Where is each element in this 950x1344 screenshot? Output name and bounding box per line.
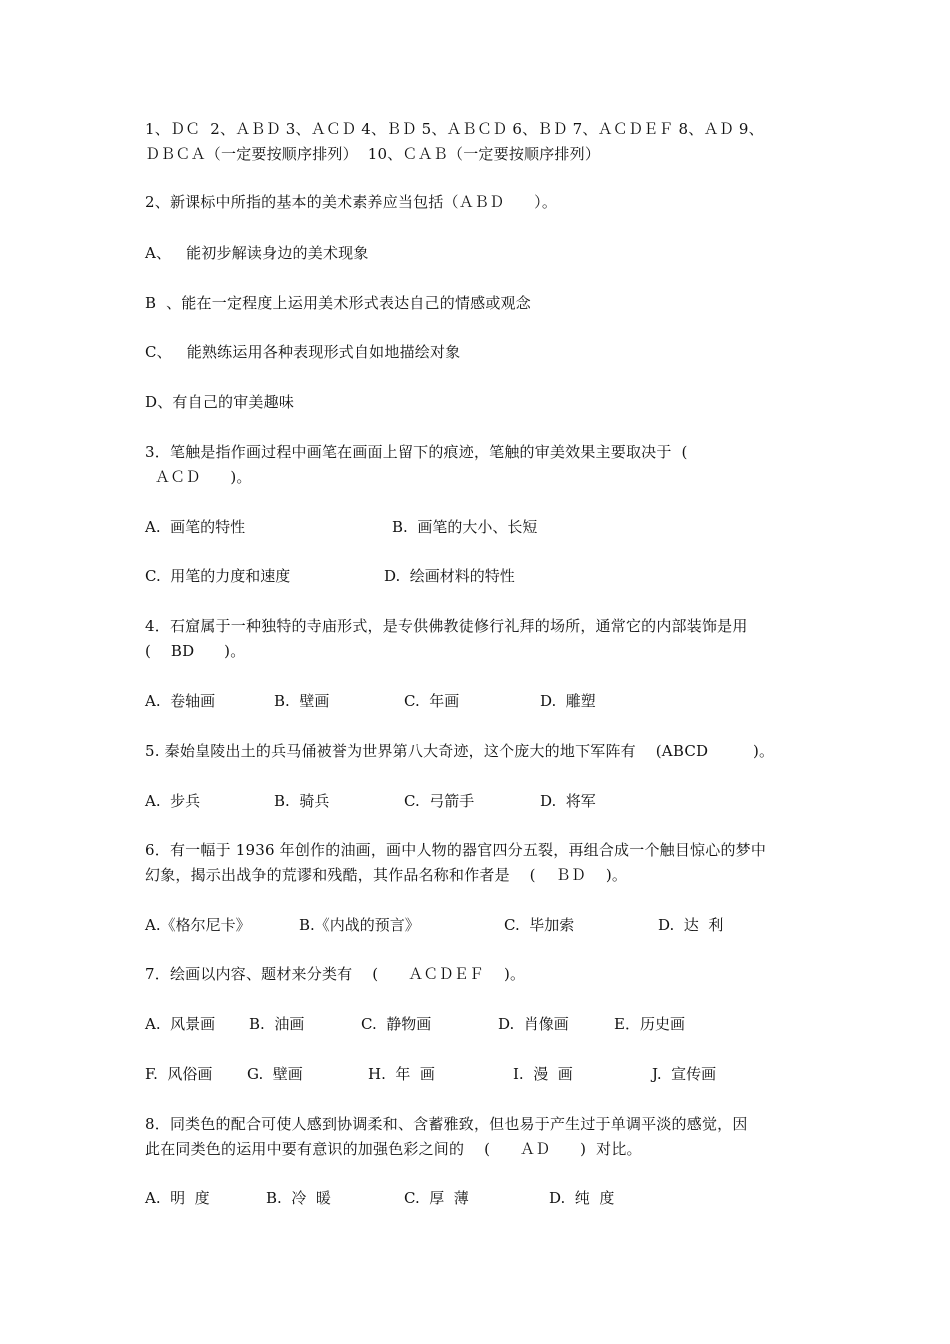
- question-4-stem-line-1: 4．石窟属于一种独特的寺庙形式，是专供佛教徒修行礼拜的场所，通常它的内部装饰是用: [145, 617, 748, 635]
- question-7-option-j: J. 宣传画: [652, 1065, 717, 1083]
- question-8-option-c: C. 厚 薄: [404, 1189, 469, 1207]
- question-8-option-d: D. 纯 度: [549, 1189, 615, 1207]
- question-5-option-b: B. 骑兵: [274, 792, 330, 810]
- question-4-option-a: A. 卷轴画: [145, 692, 216, 710]
- question-4-option-d: D. 雕塑: [540, 692, 596, 710]
- question-3-option-b: B. 画笔的大小、长短: [392, 518, 538, 536]
- question-2-option-b: B 、能在一定程度上运用美术形式表达自己的情感或观念: [145, 294, 531, 312]
- question-5-option-a: A. 步兵: [145, 792, 201, 810]
- question-2-stem: 2、新课标中所指的基本的美术素养应当包括（ＡＢＤ ）。: [145, 193, 558, 211]
- question-3-option-c: C. 用笔的力度和速度: [145, 567, 291, 585]
- question-5-stem: 5. 秦始皇陵出土的兵马俑被誉为世界第八大奇迹，这个庞大的地下军阵有 (ABCD )。: [145, 742, 775, 760]
- question-7-option-d: D. 肖像画: [498, 1015, 569, 1033]
- question-3-stem-line-2: ＡＣＤ )。: [145, 468, 252, 486]
- question-2-option-a: A、 能初步解读身边的美术现象: [145, 244, 369, 262]
- answer-key-line-1: 1、ＤＣ 2、ＡＢＤ 3、ＡＣＤ 4、ＢＤ 5、ＡＢＣＤ 6、ＢＤ 7、ＡＣＤＥＦ 8、ＡＤ 9、: [145, 120, 764, 138]
- answer-key-line-2: ＤＢＣＡ（一定要按顺序排列） 10、ＣＡＢ（一定要按顺序排列）: [145, 145, 601, 163]
- question-3-stem-line-1: 3．笔触是指作画过程中画笔在画面上留下的痕迹，笔触的审美效果主要取决于 (: [145, 443, 688, 461]
- question-6-option-c: C. 毕加索: [504, 916, 575, 934]
- question-7-option-c: C. 静物画: [361, 1015, 432, 1033]
- question-7-option-h: H. 年 画: [368, 1065, 435, 1083]
- question-7-option-i: I. 漫 画: [513, 1065, 573, 1083]
- question-4-option-c: C. 年画: [404, 692, 460, 710]
- question-7-option-g: G. 壁画: [247, 1065, 303, 1083]
- question-8-option-a: A. 明 度: [145, 1189, 210, 1207]
- question-2-option-d: D、有自己的审美趣味: [145, 393, 295, 411]
- question-8-stem-line-1: 8．同类色的配合可使人感到协调柔和、含蓄雅致，但也易于产生过于单调平淡的感觉，因: [145, 1115, 748, 1133]
- question-6-option-a: A.《格尔尼卡》: [145, 916, 251, 934]
- question-6-option-b: B.《内战的预言》: [299, 916, 420, 934]
- question-7-option-e: E．历史画: [614, 1015, 685, 1033]
- question-6-option-d: D. 达 利: [658, 916, 724, 934]
- question-7-option-a: A. 风景画: [145, 1015, 216, 1033]
- question-5-option-c: C. 弓箭手: [404, 792, 475, 810]
- question-8-option-b: B. 冷 暖: [266, 1189, 331, 1207]
- question-8-stem-line-2: 此在同类色的运用中要有意识的加强色彩之间的 ( ＡＤ ) 对比。: [145, 1140, 642, 1158]
- question-4-option-b: B. 壁画: [274, 692, 330, 710]
- question-7-option-f: F. 风俗画: [145, 1065, 213, 1083]
- question-6-stem-line-1: 6．有一幅于 1936 年创作的油画，画中人物的器官四分五裂，再组合成一个触目惊心的梦中: [145, 841, 767, 859]
- question-7-option-b: B. 油画: [249, 1015, 305, 1033]
- question-7-stem: 7．绘画以内容、题材来分类有 ( ＡＣＤＥＦ )。: [145, 965, 526, 983]
- question-5-option-d: D. 将军: [540, 792, 596, 810]
- question-3-option-a: A. 画笔的特性: [145, 518, 246, 536]
- question-3-option-d: D. 绘画材料的特性: [384, 567, 515, 585]
- question-2-option-c: C、 能熟练运用各种表现形式自如地描绘对象: [145, 343, 461, 361]
- question-4-stem-line-2: ( BD )。: [145, 642, 246, 660]
- question-6-stem-line-2: 幻象，揭示出战争的荒谬和残酷，其作品名称和作者是 ( ＢＤ )。: [145, 866, 628, 884]
